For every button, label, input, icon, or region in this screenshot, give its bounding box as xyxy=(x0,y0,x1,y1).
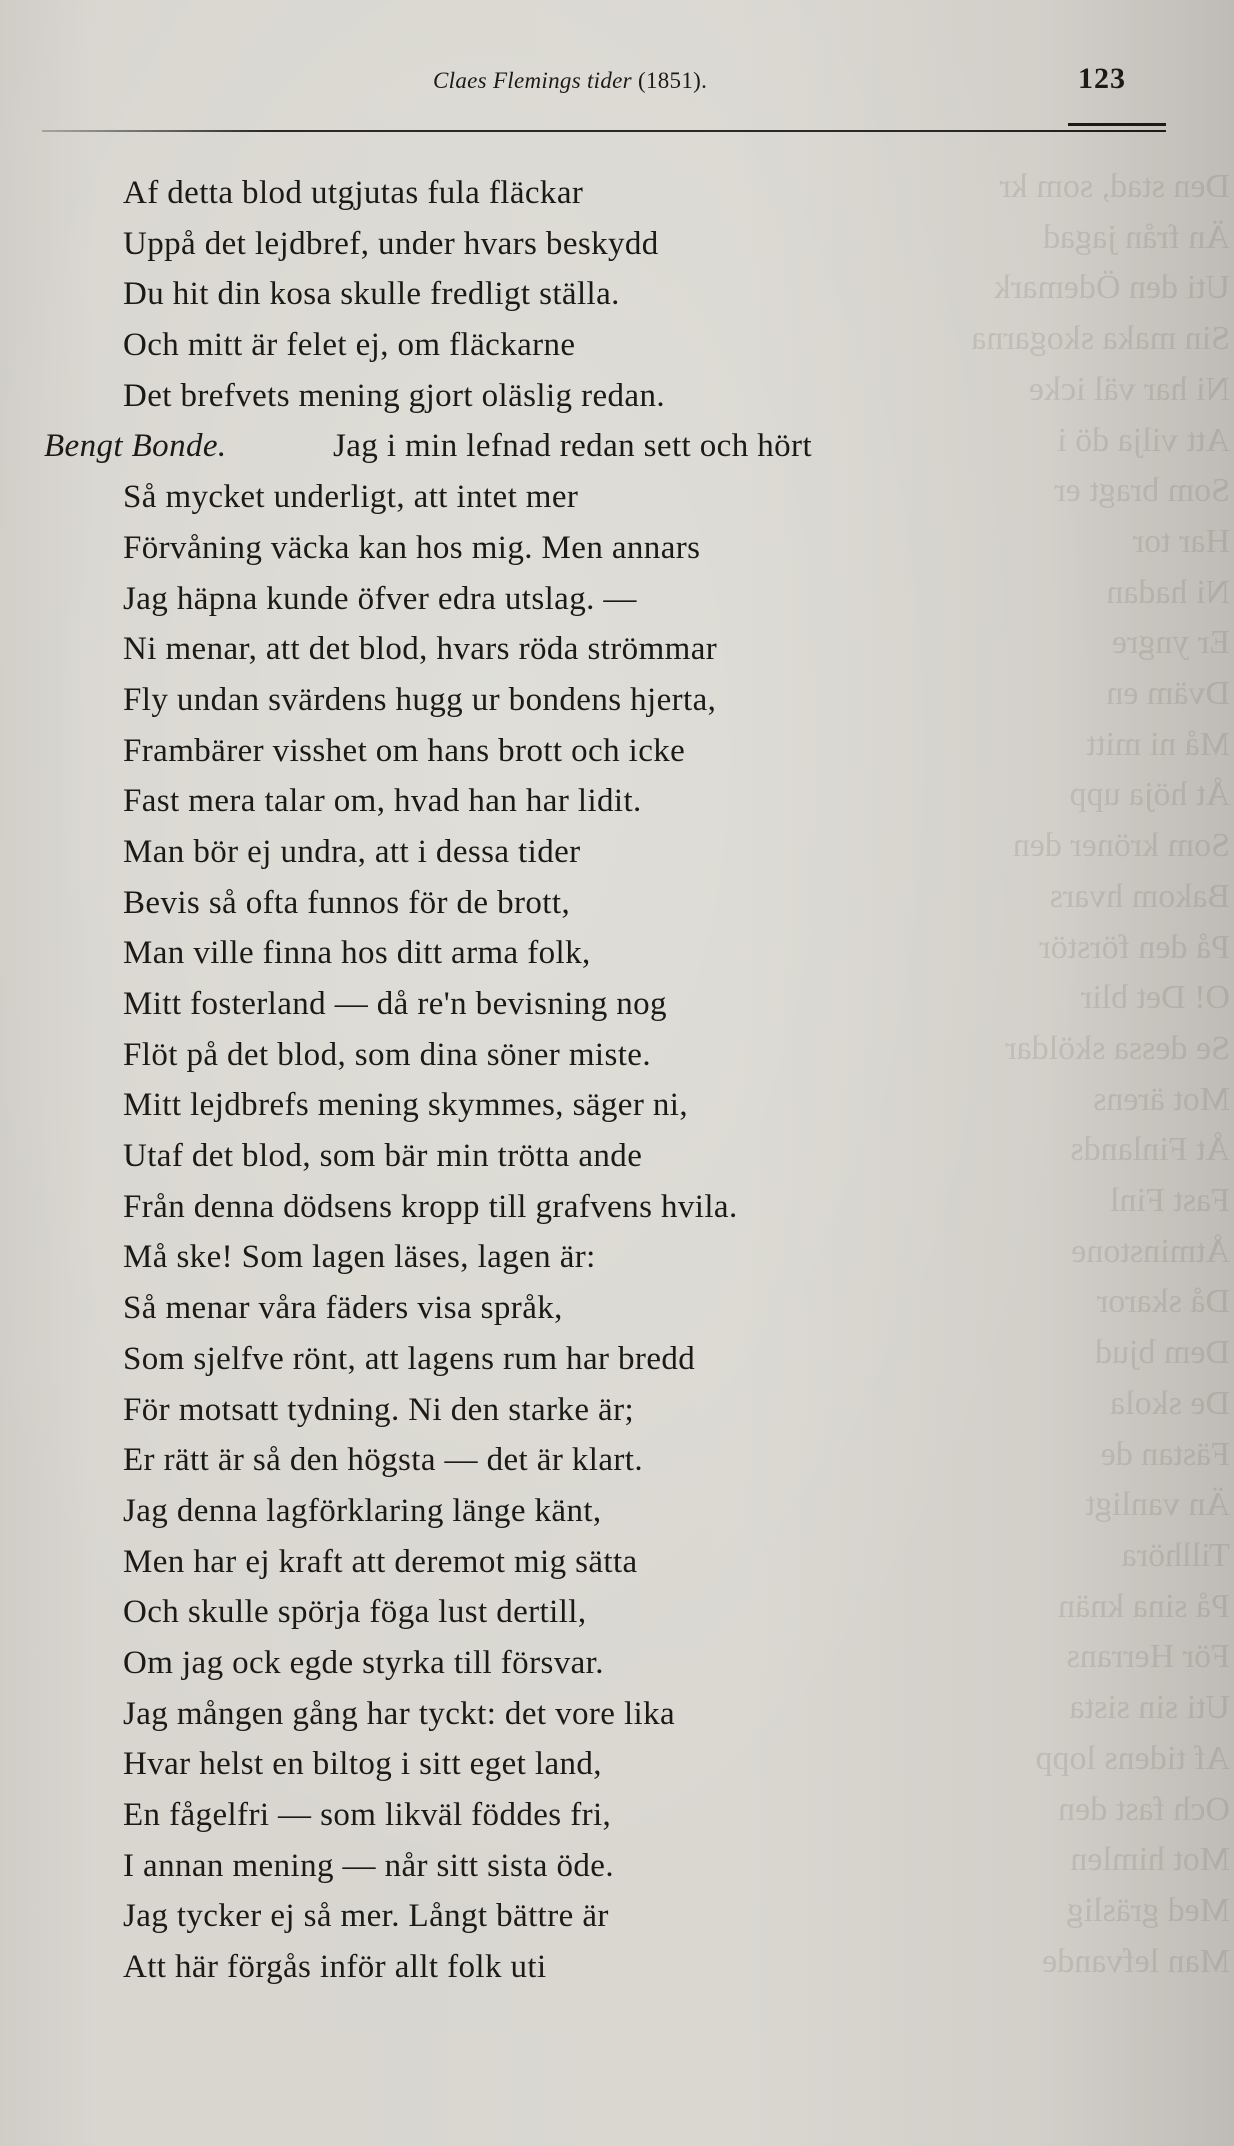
verse-line xyxy=(0,1182,1000,1233)
verse-text: Man bör ej undra, att i dessa tider xyxy=(123,833,581,870)
verse-text: Fly undan svärdens hugg ur bondens hjerta, xyxy=(123,681,717,718)
verse-text: Jag häpna kunde öfver edra utslag. — xyxy=(123,580,637,617)
verse-text: Utaf det blod, som bär min trötta ande xyxy=(123,1138,643,1175)
verse-text: Uppå det lejdbref, under hvars beskydd xyxy=(123,225,659,262)
verse-text: Fast mera talar om, hvad han har lidit. xyxy=(123,783,642,820)
page-header xyxy=(0,62,1234,102)
verse-line xyxy=(0,1131,1000,1182)
verse-text: Flöt på det blod, som dina söner miste. xyxy=(123,1036,651,1073)
verse-line xyxy=(0,1232,1000,1283)
verse-line xyxy=(0,726,1000,777)
verse-line xyxy=(0,523,1000,574)
verse-line xyxy=(0,928,1000,979)
verse-text: Ni menar, att det blod, hvars röda strömmar xyxy=(123,631,718,668)
verse-line xyxy=(0,1537,1000,1588)
verse-line xyxy=(0,1841,1000,1892)
speaker-name: Bengt Bonde. xyxy=(44,428,227,465)
verse-line xyxy=(0,827,1000,878)
verse-text: Er rätt är så den högsta — det är klart. xyxy=(123,1442,643,1479)
header-rule xyxy=(42,130,1166,132)
verse-line xyxy=(0,1080,1000,1131)
verse-text: Jag denna lagförklaring länge känt, xyxy=(123,1492,602,1529)
verse-text: Och mitt är felet ej, om fläckarne xyxy=(123,327,576,364)
verse-text: Förvåning väcka kan hos mig. Men annars xyxy=(123,529,701,566)
running-title-year: (1851). xyxy=(638,68,708,93)
verse-text: Du hit din kosa skulle fredligt ställa. xyxy=(123,276,620,313)
running-title-name: Claes Flemings tider xyxy=(433,68,632,93)
verse-text: Det brefvets mening gjort oläslig redan. xyxy=(123,377,666,414)
verse-text: Men har ej kraft att deremot mig sätta xyxy=(123,1543,638,1580)
verse-line xyxy=(0,472,1000,523)
verse-text: Jag mången gång har tyckt: det vore lika xyxy=(123,1695,676,1732)
verse-line xyxy=(0,624,1000,675)
verse-line xyxy=(0,574,1000,625)
verse-text: Bevis så ofta funnos för de brott, xyxy=(123,884,571,921)
verse-line xyxy=(0,1689,1000,1740)
verse-text: Så menar våra fäders visa språk, xyxy=(123,1290,563,1327)
verse-line xyxy=(0,1587,1000,1638)
verse-text: Att här förgås inför allt folk uti xyxy=(123,1949,547,1986)
verse-line xyxy=(0,878,1000,929)
verse-text: En fågelfri — som likväl föddes fri, xyxy=(123,1797,612,1833)
verse-text: Hvar helst en biltog i sitt eget land, xyxy=(123,1746,602,1783)
verse-line xyxy=(0,1334,1000,1385)
verse-text: Jag i min lefnad redan sett och hört xyxy=(333,428,813,465)
verse-line xyxy=(0,776,1000,827)
verse-line xyxy=(0,371,1000,422)
verse-line xyxy=(0,675,1000,726)
verse-text: Om jag ock egde styrka till försvar. xyxy=(123,1644,604,1681)
verse-text: Mitt lejdbrefs mening skymmes, säger ni, xyxy=(123,1087,688,1124)
verse-line xyxy=(0,1790,1000,1841)
verse-line xyxy=(0,421,1000,472)
bleed-through-text: Den stad, som kr Än från jagad Uti den Ödemark Sin maka skogarna Ni har väl icke Att vilja dö i Som bragt er Har tor Ni hadan Er yngre Dväm en Må ni mitt Åt höja upp Som kröner den Bakom hvars På den förstör O! Det blir Se dessa sköldar Mot ärens Åt Finlands Fast Finl Åtminstone Då skaror Dem bjud De skola Fästan de Än vanligt Tillhöra På sina knän För Herrans Uti sin sista Af tidens lopp Och fast den Mot himlen Med gräslig Man lefvande xyxy=(971,168,1230,1980)
verse-line xyxy=(0,979,1000,1030)
verse-text: Jag tycker ej så mer. Långt bättre är xyxy=(123,1898,609,1935)
verse-text: Så mycket underligt, att intet mer xyxy=(123,479,579,516)
verse-line xyxy=(0,1638,1000,1689)
verse-line xyxy=(0,1385,1000,1436)
verse-line xyxy=(0,1739,1000,1790)
verse-line xyxy=(0,1891,1000,1942)
verse-line xyxy=(0,168,1000,219)
verse-line xyxy=(0,1435,1000,1486)
verse-text: Af detta blod utgjutas fula fläckar xyxy=(123,175,584,211)
verse-text: Som sjelfve rönt, att lagens rum har bredd xyxy=(123,1340,696,1377)
verse-text: Och skulle spörja föga lust dertill, xyxy=(123,1594,587,1631)
verse-line xyxy=(0,320,1000,371)
verse-body xyxy=(0,168,1000,1993)
verse-text: För motsatt tydning. Ni den starke är; xyxy=(123,1391,635,1428)
verse-line xyxy=(0,269,1000,320)
verse-line xyxy=(0,1942,1000,1993)
verse-text: Från denna dödsens kropp till grafvens hvila. xyxy=(123,1188,738,1225)
verse-text: Mitt fosterland — då re'n bevisning nog xyxy=(123,986,667,1022)
running-title xyxy=(433,68,707,94)
verse-text: I annan mening — når sitt sista öde. xyxy=(123,1847,614,1884)
verse-line xyxy=(0,1283,1000,1334)
verse-text: Må ske! Som lagen läses, lagen är: xyxy=(123,1239,596,1276)
page-number: 123 xyxy=(1078,62,1126,95)
verse-text: Frambärer visshet om hans brott och icke xyxy=(123,732,686,769)
verse-line xyxy=(0,1030,1000,1081)
verse-text: Man ville finna hos ditt arma folk, xyxy=(123,935,591,972)
header-rule-accent xyxy=(1068,123,1166,126)
verse-line xyxy=(0,1486,1000,1537)
verse-line xyxy=(0,219,1000,270)
